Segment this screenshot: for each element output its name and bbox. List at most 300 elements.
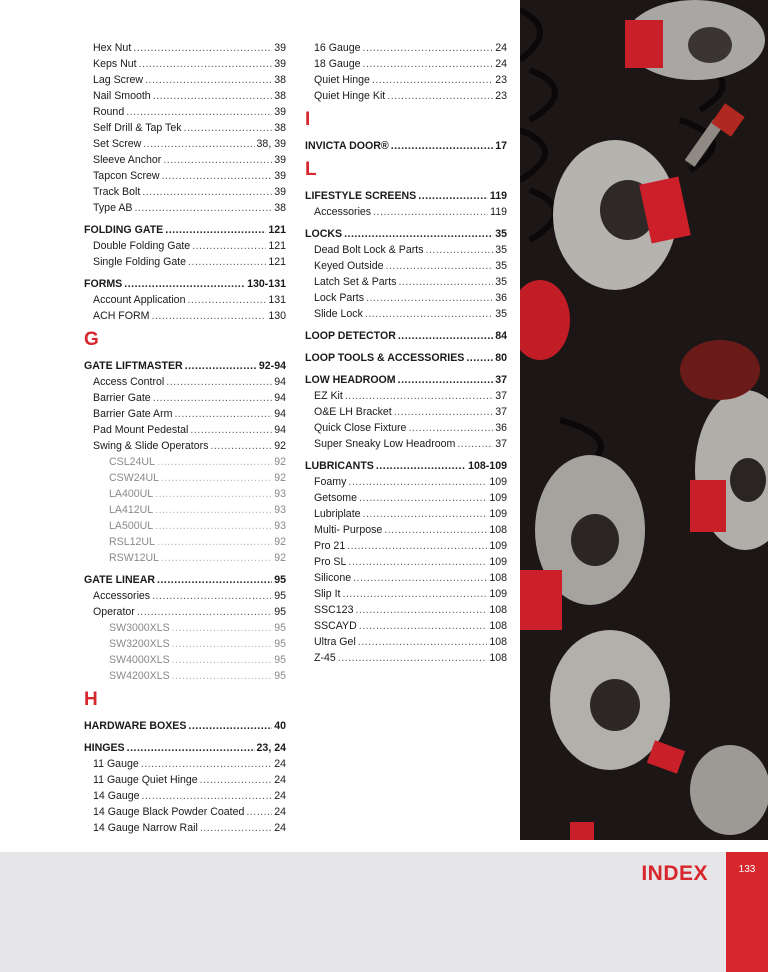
entry-label: LOCKS — [305, 228, 343, 240]
dot-leader — [200, 772, 273, 788]
entry-label: Track Bolt — [93, 186, 141, 198]
dot-leader — [184, 120, 273, 136]
dot-leader — [384, 522, 487, 538]
page-ref: 119 — [489, 190, 507, 202]
index-entry — [84, 200, 286, 216]
entry-label: Self Drill & Tap Tek — [93, 122, 182, 134]
entry-label: O&E LH Bracket — [314, 406, 392, 418]
entry-label: LOW HEADROOM — [305, 374, 396, 386]
dot-leader — [161, 550, 272, 566]
entry-label: HINGES — [84, 742, 125, 754]
entry-label: Double Folding Gate — [93, 240, 191, 252]
index-entry — [84, 56, 286, 72]
index-entry — [305, 40, 507, 56]
index-entry — [84, 374, 286, 390]
index-entry — [305, 634, 507, 650]
entry-label: Pro 21 — [314, 540, 346, 552]
index-category — [305, 138, 507, 154]
index-entry — [84, 238, 286, 254]
page-ref: 38 — [274, 74, 286, 86]
section-letter-i: I — [305, 109, 311, 130]
page-ref: 38 — [274, 202, 286, 214]
entry-label: Quiet Hinge Kit — [314, 90, 386, 102]
dot-leader — [394, 404, 493, 420]
entry-label: SW4000XLS — [109, 654, 170, 666]
entry-label: Accessories — [93, 590, 151, 602]
index-category — [84, 358, 286, 374]
index-entry — [84, 40, 286, 56]
dot-leader — [210, 438, 272, 454]
entry-label: Lock Parts — [314, 292, 365, 304]
entry-label: 18 Gauge — [314, 58, 361, 70]
page-ref: 35 — [495, 308, 507, 320]
entry-label: LOOP DETECTOR — [305, 330, 396, 342]
entry-label: 11 Gauge Quiet Hinge — [93, 774, 198, 786]
dot-leader — [188, 718, 272, 734]
entry-label: CSW24UL — [109, 472, 160, 484]
dot-leader — [359, 618, 488, 634]
page-ref: 108 — [489, 652, 507, 664]
dot-leader — [162, 168, 273, 184]
dot-leader — [457, 436, 493, 452]
entry-label: Lag Screw — [93, 74, 144, 86]
page-ref: 39 — [274, 42, 286, 54]
page-ref: 37 — [495, 390, 507, 402]
index-entry — [84, 668, 286, 684]
entry-label: LA400UL — [109, 488, 154, 500]
entry-label: LOOP TOOLS & ACCESSORIES — [305, 352, 465, 364]
page-ref: 93 — [274, 504, 286, 516]
dot-leader — [187, 292, 266, 308]
page-ref: 35 — [495, 260, 507, 272]
index-entry — [84, 422, 286, 438]
entry-label: Hex Nut — [93, 42, 132, 54]
section-letter-l: L — [305, 159, 317, 180]
dot-leader — [155, 518, 272, 534]
index-entry — [84, 804, 286, 820]
product-photo — [520, 0, 768, 840]
dot-leader — [426, 242, 494, 258]
dot-leader — [155, 486, 272, 502]
entry-label: Single Folding Gate — [93, 256, 187, 268]
dot-leader — [127, 740, 255, 756]
entry-label: Multi- Purpose — [314, 524, 383, 536]
index-entry — [84, 308, 286, 324]
entry-label: Silicone — [314, 572, 352, 584]
index-entry — [305, 88, 507, 104]
entry-label: FOLDING GATE — [84, 224, 164, 236]
page-ref: 24 — [274, 806, 286, 818]
dot-leader — [142, 788, 273, 804]
entry-label: 14 Gauge Narrow Rail — [93, 822, 198, 834]
dot-leader — [372, 72, 493, 88]
page-ref: 109 — [489, 540, 507, 552]
page-ref: 37 — [495, 406, 507, 418]
index-entry — [84, 588, 286, 604]
dot-leader — [157, 534, 272, 550]
page-ref: 108 — [489, 636, 507, 648]
page-ref: 121 — [268, 240, 286, 252]
dot-leader — [348, 554, 487, 570]
dot-leader — [363, 56, 494, 72]
dot-leader — [172, 620, 273, 636]
index-category — [305, 188, 507, 204]
dot-leader — [124, 276, 245, 292]
page-ref: 95 — [274, 654, 286, 666]
entry-label: Account Application — [93, 294, 186, 306]
index-category — [84, 740, 286, 756]
page-ref: 109 — [489, 508, 507, 520]
page-ref: 40 — [274, 720, 286, 732]
dot-leader — [355, 602, 487, 618]
dot-leader — [141, 756, 272, 772]
dot-leader — [152, 588, 272, 604]
index-entry — [305, 474, 507, 490]
index-entry — [305, 290, 507, 306]
index-category — [84, 222, 286, 238]
dot-leader — [166, 374, 272, 390]
index-entry — [84, 820, 286, 836]
dot-leader — [157, 454, 272, 470]
entry-label: Slip It — [314, 588, 341, 600]
dot-leader — [418, 188, 488, 204]
page-ref: 121 — [268, 224, 286, 236]
page-ref: 109 — [489, 476, 507, 488]
page-ref: 92 — [274, 456, 286, 468]
entry-label: SW3200XLS — [109, 638, 170, 650]
entry-label: Getsome — [314, 492, 357, 504]
index-entry — [305, 72, 507, 88]
index-entry — [305, 388, 507, 404]
index-entry — [305, 436, 507, 452]
entry-label: GATE LINEAR — [84, 574, 156, 586]
page-ref: 17 — [495, 140, 507, 152]
page-ref: 109 — [489, 492, 507, 504]
dot-leader — [126, 104, 272, 120]
page-ref: 92 — [274, 440, 286, 452]
page-ref: 39 — [274, 170, 286, 182]
page-ref: 24 — [274, 822, 286, 834]
page-ref: 108 — [489, 620, 507, 632]
page-ref: 95 — [274, 638, 286, 650]
entry-label: Swing & Slide Operators — [93, 440, 209, 452]
index-entry — [84, 620, 286, 636]
dot-leader — [133, 40, 272, 56]
index-column-right — [305, 40, 507, 666]
page-ref: 35 — [495, 228, 507, 240]
index-entry — [84, 406, 286, 422]
dot-leader — [172, 636, 273, 652]
index-entry — [84, 88, 286, 104]
page-footer — [0, 852, 726, 972]
index-entry — [84, 120, 286, 136]
entry-label: CSL24UL — [109, 456, 155, 468]
section-letter-h: H — [84, 689, 98, 710]
entry-label: FORMS — [84, 278, 123, 290]
index-entry — [84, 502, 286, 518]
entry-label: GATE LIFTMASTER — [84, 360, 183, 372]
page-ref: 93 — [274, 488, 286, 500]
dot-leader — [185, 358, 257, 374]
entry-label: RSL12UL — [109, 536, 155, 548]
entry-label: INVICTA DOOR® — [305, 140, 389, 152]
page-ref: 24 — [495, 42, 507, 54]
index-entry — [84, 254, 286, 270]
entry-label: ACH FORM — [93, 310, 150, 322]
dot-leader — [163, 152, 272, 168]
page-ref: 92 — [274, 472, 286, 484]
page-ref: 24 — [274, 758, 286, 770]
index-entry — [84, 518, 286, 534]
index-entry — [305, 586, 507, 602]
index-entry — [305, 258, 507, 274]
index-entry — [305, 554, 507, 570]
entry-label: Ultra Gel — [314, 636, 356, 648]
dot-leader — [165, 222, 266, 238]
page-ref: 35 — [495, 276, 507, 288]
index-category — [305, 458, 507, 474]
page-ref: 39 — [274, 106, 286, 118]
entry-label: Sleeve Anchor — [93, 154, 162, 166]
entry-label: Dead Bolt Lock & Parts — [314, 244, 424, 256]
dot-leader — [398, 328, 493, 344]
dot-leader — [345, 388, 493, 404]
index-entry — [305, 274, 507, 290]
entry-label: Round — [93, 106, 125, 118]
dot-leader — [408, 420, 493, 436]
dot-leader — [363, 40, 494, 56]
page-ref: 24 — [274, 774, 286, 786]
dot-leader — [391, 138, 493, 154]
index-entry — [84, 104, 286, 120]
page-ref: 119 — [490, 206, 507, 218]
index-entry — [84, 438, 286, 454]
index-entry — [305, 242, 507, 258]
entry-label: SW4200XLS — [109, 670, 170, 682]
entry-label: Z-45 — [314, 652, 336, 664]
index-entry — [305, 404, 507, 420]
page-ref: 109 — [489, 588, 507, 600]
entry-label: LA412UL — [109, 504, 154, 516]
index-entry — [84, 550, 286, 566]
index-entry — [84, 470, 286, 486]
index-title: INDEX — [641, 862, 708, 885]
page-ref: 94 — [274, 376, 286, 388]
page-ref: 94 — [274, 392, 286, 404]
dot-leader — [363, 506, 488, 522]
dot-leader — [155, 502, 272, 518]
entry-label: Set Screw — [93, 138, 142, 150]
entry-label: Operator — [93, 606, 135, 618]
page-ref: 121 — [268, 256, 286, 268]
index-entry — [84, 652, 286, 668]
page-ref: 130-131 — [247, 278, 286, 290]
page-number-tab — [726, 852, 768, 972]
index-entry — [305, 650, 507, 666]
dot-leader — [366, 290, 493, 306]
dot-leader — [145, 72, 272, 88]
page-ref: 108-109 — [468, 460, 507, 472]
page-ref: 131 — [268, 294, 286, 306]
index-category — [305, 372, 507, 388]
page-ref: 24 — [495, 58, 507, 70]
page-ref: 95 — [274, 574, 286, 586]
entry-label: 14 Gauge Black Powder Coated — [93, 806, 245, 818]
dot-leader — [386, 258, 494, 274]
index-category — [305, 328, 507, 344]
page-ref: 35 — [495, 244, 507, 256]
entry-label: RSW12UL — [109, 552, 160, 564]
entry-label: Keyed Outside — [314, 260, 384, 272]
entry-label: 16 Gauge — [314, 42, 361, 54]
dot-leader — [153, 88, 273, 104]
entry-label: Keps Nut — [93, 58, 137, 70]
dot-leader — [200, 820, 272, 836]
entry-label: Quick Close Fixture — [314, 422, 407, 434]
entry-label: Type AB — [93, 202, 133, 214]
page-ref: 23, 24 — [256, 742, 286, 754]
index-entry — [305, 506, 507, 522]
dot-leader — [358, 634, 488, 650]
dot-leader — [172, 652, 273, 668]
page-ref: 94 — [274, 424, 286, 436]
dot-leader — [142, 184, 272, 200]
index-entry — [305, 56, 507, 72]
page-ref: 95 — [274, 622, 286, 634]
dot-leader — [139, 56, 273, 72]
dot-leader — [398, 274, 493, 290]
entry-label: Tapcon Screw — [93, 170, 160, 182]
page-ref: 94 — [274, 408, 286, 420]
entry-label: Access Control — [93, 376, 165, 388]
page-ref: 108 — [489, 524, 507, 536]
page-ref: 92 — [274, 536, 286, 548]
entry-label: LUBRICANTS — [305, 460, 374, 472]
entry-label: Quiet Hinge — [314, 74, 370, 86]
dot-leader — [359, 490, 487, 506]
page-ref: 92 — [274, 552, 286, 564]
entry-label: Foamy — [314, 476, 347, 488]
entry-label: SSCAYD — [314, 620, 357, 632]
index-category — [305, 226, 507, 242]
dot-leader — [153, 390, 273, 406]
index-entry — [84, 454, 286, 470]
index-entry — [305, 538, 507, 554]
dot-leader — [172, 668, 273, 684]
page-ref: 95 — [274, 670, 286, 682]
index-entry — [84, 184, 286, 200]
index-entry — [305, 306, 507, 322]
page-ref: 108 — [489, 604, 507, 616]
dot-leader — [174, 406, 272, 422]
index-entry — [84, 772, 286, 788]
spring-cones-image — [520, 0, 768, 840]
index-entry — [84, 390, 286, 406]
page-ref: 37 — [495, 438, 507, 450]
page-ref: 39 — [274, 186, 286, 198]
page-ref: 38, 39 — [256, 138, 286, 150]
page-ref: 95 — [274, 590, 286, 602]
entry-label: LA500UL — [109, 520, 154, 532]
dot-leader — [398, 372, 494, 388]
dot-leader — [161, 470, 272, 486]
index-category — [84, 572, 286, 588]
dot-leader — [348, 474, 487, 490]
index-entry — [305, 602, 507, 618]
entry-label: SSC123 — [314, 604, 354, 616]
page-ref: 39 — [274, 154, 286, 166]
index-entry — [305, 570, 507, 586]
index-entry — [84, 756, 286, 772]
dot-leader — [376, 458, 466, 474]
dot-leader — [192, 238, 266, 254]
index-entry — [84, 788, 286, 804]
dot-leader — [338, 650, 488, 666]
page-ref: 24 — [274, 790, 286, 802]
entry-label: Pro SL — [314, 556, 347, 568]
page-ref: 95 — [274, 606, 286, 618]
page-ref: 23 — [495, 74, 507, 86]
index-entry — [84, 292, 286, 308]
section-letter-g: G — [84, 329, 99, 350]
index-entry — [84, 604, 286, 620]
page-ref: 92-94 — [258, 360, 286, 372]
index-entry — [84, 152, 286, 168]
index-category — [84, 718, 286, 734]
dot-leader — [343, 586, 488, 602]
index-entry — [305, 618, 507, 634]
entry-label: Super Sneaky Low Headroom — [314, 438, 456, 450]
dot-leader — [466, 350, 493, 366]
index-entry — [84, 534, 286, 550]
page-ref: 36 — [495, 292, 507, 304]
dot-leader — [387, 88, 493, 104]
entry-label: Pad Mount Pedestal — [93, 424, 189, 436]
page-ref: 130 — [268, 310, 286, 322]
dot-leader — [134, 200, 272, 216]
page-ref: 84 — [495, 330, 507, 342]
page-ref: 109 — [489, 556, 507, 568]
page-ref: 38 — [274, 90, 286, 102]
page-ref: 80 — [495, 352, 507, 364]
page-ref: 38 — [274, 122, 286, 134]
index-entry — [84, 486, 286, 502]
entry-label: Latch Set & Parts — [314, 276, 397, 288]
index-entry — [84, 168, 286, 184]
page-ref: 23 — [495, 90, 507, 102]
entry-label: EZ Kit — [314, 390, 343, 402]
index-entry — [305, 490, 507, 506]
entry-label: Nail Smooth — [93, 90, 151, 102]
page-ref: 39 — [274, 58, 286, 70]
index-column-left — [84, 40, 286, 836]
entry-label: Slide Lock — [314, 308, 363, 320]
dot-leader — [373, 204, 488, 220]
dot-leader — [188, 254, 266, 270]
page-number: 133 — [738, 864, 756, 875]
entry-label: HARDWARE BOXES — [84, 720, 187, 732]
dot-leader — [344, 226, 493, 242]
entry-label: Accessories — [314, 206, 372, 218]
dot-leader — [157, 572, 272, 588]
entry-label: SW3000XLS — [109, 622, 170, 634]
index-entry — [305, 420, 507, 436]
entry-label: Barrier Gate — [93, 392, 151, 404]
entry-label: LIFESTYLE SCREENS — [305, 190, 417, 202]
index-entry — [84, 136, 286, 152]
entry-label: 11 Gauge — [93, 758, 139, 770]
entry-label: Barrier Gate Arm — [93, 408, 173, 420]
